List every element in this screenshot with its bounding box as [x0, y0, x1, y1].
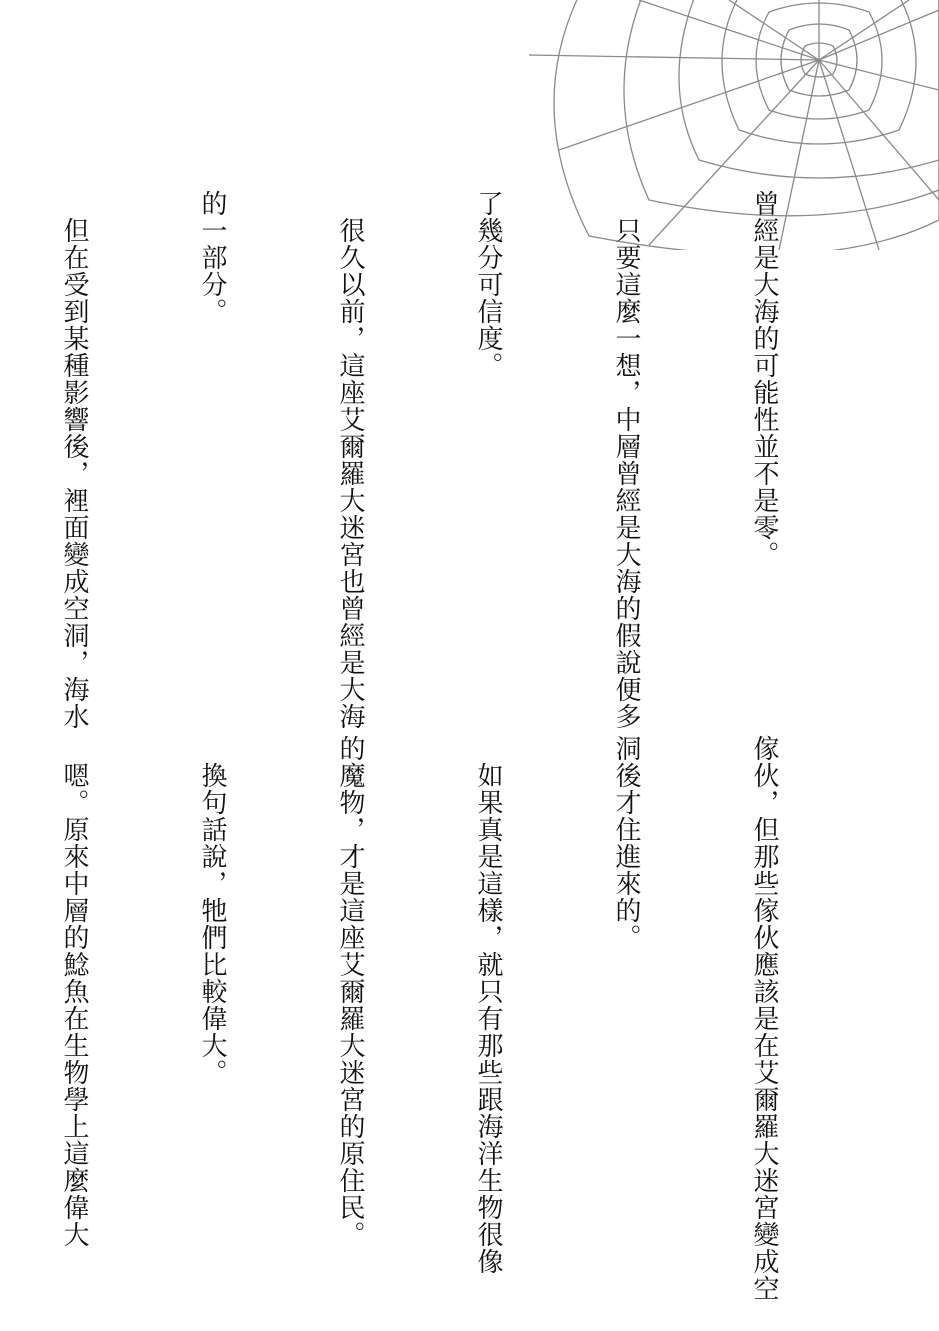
text-line: 如果真是這樣，就只有那些跟海洋生物很像 — [473, 735, 503, 1275]
text-line: 曾經是大海的可能性並不是零。 — [749, 190, 779, 568]
text-column-block-bottom — [0, 735, 879, 1302]
text-line: 但在受到某種影響後，裡面變成空洞，海水 — [59, 190, 89, 730]
text-column-block-top — [0, 190, 879, 730]
text-line: 洞後才住進來的。 — [611, 735, 641, 951]
text-line: 很久以前，這座艾爾羅大迷宮也曾經是大海 — [335, 190, 365, 730]
text-line: 了幾分可信度。 — [473, 190, 503, 379]
text-line: 的魔物，才是這座艾爾羅大迷宮的原住民。 — [335, 735, 365, 1248]
text-line: 嗯。原來中層的鯰魚在生物學上這麼偉大 — [59, 735, 89, 1248]
text-line: 換句話說，牠們比較偉大。 — [197, 735, 227, 1086]
text-line: 的一部分。 — [197, 190, 227, 325]
text-line: 只要這麼一想，中層曾經是大海的假說便多 — [611, 190, 641, 730]
text-line: 傢伙，但那些傢伙應該是在艾爾羅大迷宮變成空 — [749, 735, 779, 1302]
